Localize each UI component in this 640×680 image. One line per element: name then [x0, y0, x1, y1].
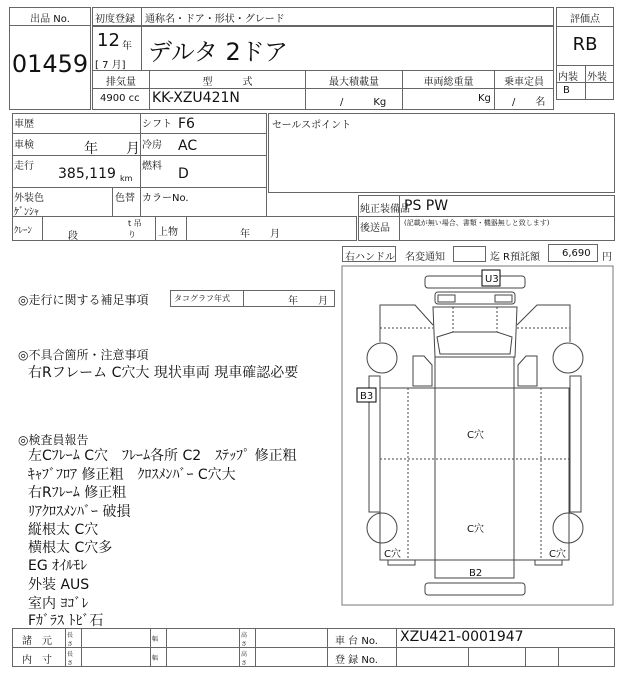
- wheel-rear-left: [367, 513, 397, 543]
- name-change-label: 名変通知: [405, 252, 445, 263]
- mark-c-hole: C穴: [467, 430, 484, 441]
- report-line: 横根太 C穴多: [28, 540, 113, 556]
- displacement-label: 排気量: [106, 77, 136, 88]
- ac-label: 冷房: [142, 140, 162, 151]
- recycle: 6,690: [562, 248, 591, 259]
- max-load: / Kg: [340, 97, 387, 108]
- mirror-left: [413, 356, 432, 386]
- height-label: 高さ: [241, 651, 248, 667]
- mudflap-right: [535, 560, 562, 565]
- interior-grade: B: [563, 85, 570, 96]
- equipment-label: 純正装備品: [360, 204, 410, 215]
- tacho-date: 年 月: [288, 296, 328, 307]
- chassis-label: 車 台 No.: [335, 636, 378, 647]
- report-line: Fｶﾞﾗｽ ﾄﾋﾞ石: [28, 613, 104, 629]
- defect: 右Rフレーム C穴大 現状車両 現車確認必要: [28, 365, 299, 381]
- cell: [585, 82, 614, 100]
- width-label: 幅: [152, 636, 159, 643]
- color-change-label: 色替: [115, 193, 135, 204]
- report-line: ｷｬﾌﾞﾌﾛｱ 修正粗 ｸﾛｽﾒﾝﾊﾞｰ C穴大: [28, 467, 236, 483]
- mark-u3: U3: [485, 274, 499, 285]
- score-label: 評価点: [570, 14, 600, 25]
- wheel-front-right: [553, 343, 583, 373]
- reg-year: 12: [97, 30, 120, 51]
- inner-label: 内 寸: [22, 655, 52, 666]
- spec-label: 諸 元: [22, 636, 52, 647]
- wheel-front-left: [367, 343, 397, 373]
- later-label: 後送品: [360, 223, 390, 234]
- yen: 円: [602, 252, 612, 263]
- recycle-label: R預託額: [503, 252, 540, 263]
- mark-b2: B2: [469, 568, 483, 579]
- mudflap-left: [388, 560, 415, 565]
- displacement: 4900 cc: [100, 93, 140, 104]
- ac: AC: [178, 138, 198, 154]
- exterior-label: 外装: [587, 72, 607, 83]
- fuel-label: 燃料: [142, 161, 162, 172]
- tacho-label: タコグラフ年式: [174, 294, 230, 303]
- history-label: 車歴: [14, 119, 34, 130]
- gross-weight: Kg: [478, 93, 491, 104]
- gross-weight-label: 車両総重量: [423, 77, 474, 88]
- truck-diagram: [340, 260, 620, 630]
- model: KK-XZU421N: [152, 90, 240, 106]
- length-label: 長さ: [67, 632, 74, 648]
- cab-line: [453, 307, 497, 332]
- mark-c-hole: C穴: [467, 524, 484, 535]
- model-label: 型 式: [202, 77, 253, 88]
- footer-row: [12, 628, 615, 648]
- mirror-right: [518, 356, 537, 386]
- mileage-label: 走行: [14, 161, 34, 172]
- report-line: ﾘｱｸﾛｽﾒﾝﾊﾞｰ 破損: [28, 504, 131, 520]
- headlight: [495, 295, 512, 302]
- length-label: 長さ: [67, 651, 74, 667]
- report-line: 右Rﾌﾚｰﾑ 修正粗: [28, 485, 127, 501]
- max-load-label: 最大積載量: [329, 77, 379, 88]
- body-label: 上物: [158, 227, 178, 238]
- wheel-rear-right: [553, 513, 583, 543]
- rear-bumper: [425, 583, 525, 595]
- report-label: ◎検査員報告: [18, 433, 89, 447]
- sales-point-label: セールスポイント: [272, 120, 352, 131]
- report-line: 室内 ﾖｺﾞﾚ: [28, 596, 89, 612]
- mark-c-hole: C穴: [384, 549, 401, 560]
- height-label: 高さ: [241, 632, 248, 648]
- score: RB: [572, 34, 598, 55]
- crane-label: ｸﾚｰﾝ: [14, 226, 33, 236]
- fuel: D: [178, 166, 189, 182]
- front-bumper: [425, 276, 525, 288]
- driving-label: ◎走行に関する補足事項: [18, 293, 149, 307]
- rhd: 右ハンドル: [345, 252, 395, 263]
- headlight: [438, 295, 455, 302]
- windshield: [437, 332, 512, 354]
- first-reg-label: 初度登録: [95, 14, 135, 25]
- mileage: 385,119: [58, 166, 116, 182]
- inspection: 年 月: [84, 141, 140, 157]
- mark-b3: B3: [360, 391, 374, 402]
- defect-label: ◎不具合箇所・注意事項: [18, 348, 149, 362]
- capacity-label: 乗車定員: [504, 77, 544, 88]
- car-name: デルタ 2ドア: [148, 38, 289, 66]
- color: ｹﾞﾝｼｬ: [14, 207, 39, 218]
- lot-no-label: 出品 No.: [30, 14, 70, 25]
- cell: [468, 647, 526, 667]
- equipment: PS PW: [404, 198, 449, 214]
- name-label: 通称名・ドア・形状・グレード: [145, 14, 285, 25]
- report-line: 外装 AUS: [28, 577, 90, 593]
- report-line: EG ｵｲﾙﾓﾚ: [28, 558, 88, 574]
- until: 迄: [490, 252, 500, 263]
- inspection-label: 車検: [14, 140, 34, 151]
- year-unit: 年: [122, 41, 132, 52]
- color-label: 外装色: [14, 193, 44, 204]
- width-label: 幅: [152, 655, 159, 662]
- later-note: (記載が無い場合、書類・機器無しと致します): [404, 219, 550, 227]
- mark-c-hole: C穴: [549, 549, 566, 560]
- shift: F6: [178, 116, 195, 132]
- crane-ton: t 吊り: [128, 219, 142, 239]
- mileage-unit: km: [120, 174, 133, 183]
- shift-label: シフト: [142, 119, 172, 130]
- report-line: 左Cﾌﾚｰﾑ C穴 ﾌﾚｰﾑ各所 C2 ｽﾃｯﾌﾟ 修正粗: [28, 448, 297, 464]
- report-line: 縦根太 C穴: [28, 522, 99, 538]
- lot-no: 01459: [11, 50, 89, 78]
- color-no-label: カラーNo.: [142, 193, 189, 204]
- body-date: 年 月: [240, 229, 280, 240]
- capacity: / 名: [512, 97, 546, 108]
- reg-no-label: 登 録 No.: [335, 655, 378, 666]
- cell: [556, 82, 586, 100]
- front-body: [380, 305, 570, 342]
- interior-label: 内装: [558, 72, 578, 83]
- cell: [525, 647, 559, 667]
- side-rail-right: [570, 376, 581, 512]
- chassis-no: XZU421-0001947: [400, 629, 524, 645]
- bed-center: [435, 357, 514, 578]
- crane-steps: 段: [68, 231, 78, 242]
- reg-month: [ 7 月]: [95, 60, 126, 71]
